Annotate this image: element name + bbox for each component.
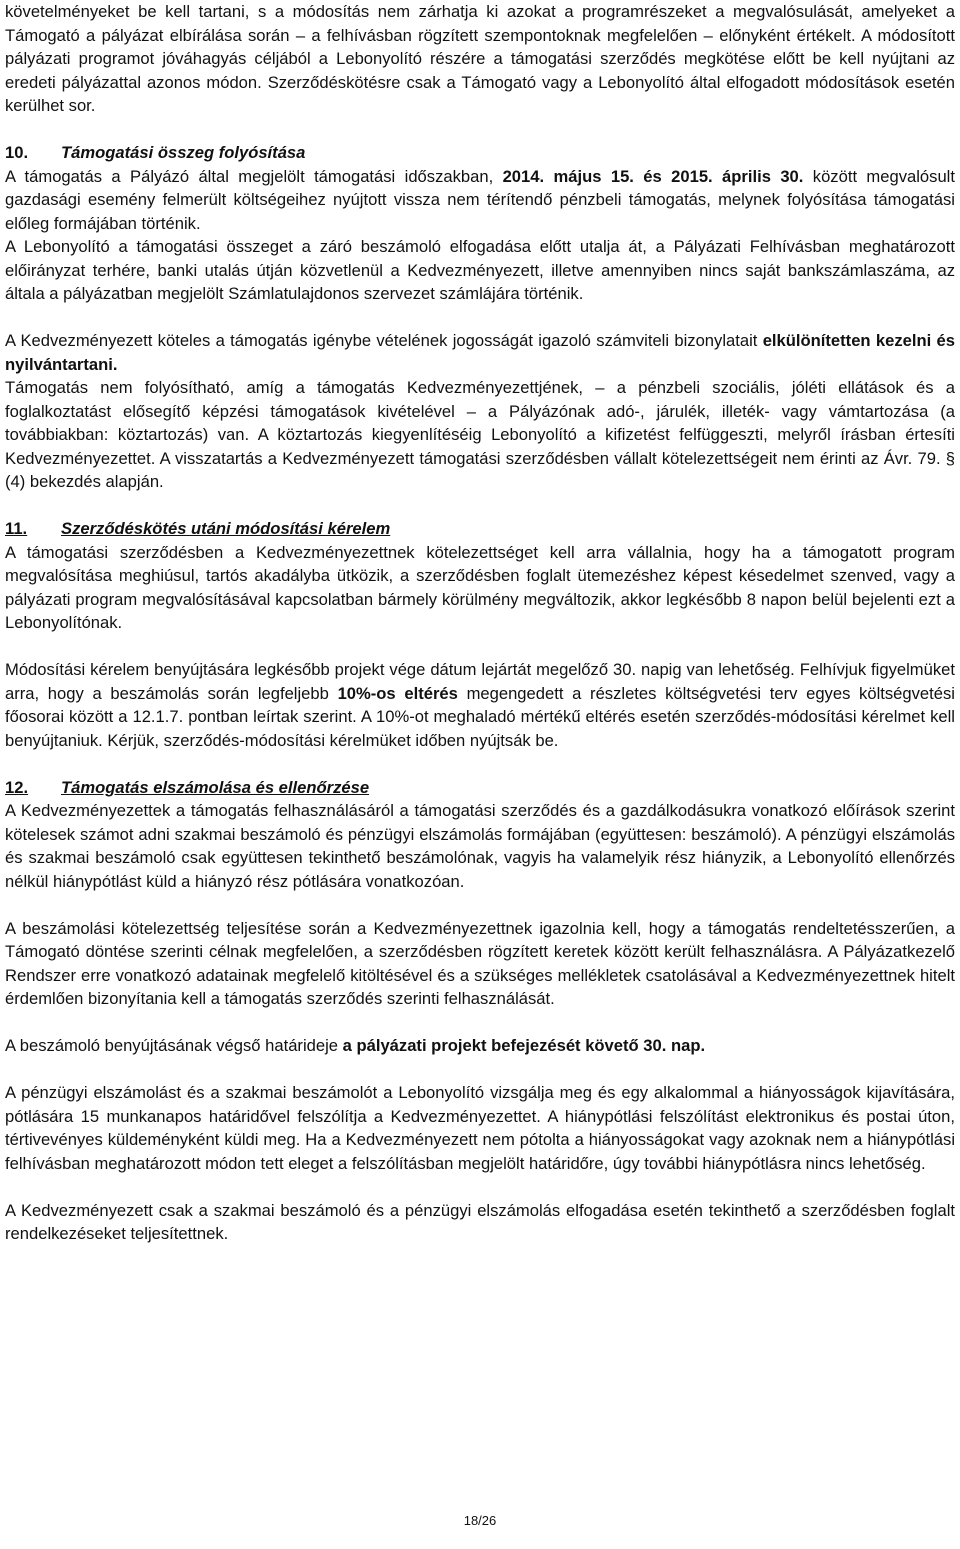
section-11-title: Szerződéskötés utáni módosítási kérelem: [61, 519, 391, 538]
section-12-heading: [5, 776, 955, 800]
support-period: 2014. május 15. és 2015. április 30.: [502, 166, 804, 186]
section-11-paragraph-2: [5, 658, 955, 752]
text-run: A Kedvezményezett köteles a támogatás igénybe vételének jogosságát igazoló számviteli bizonylatait: [5, 331, 763, 350]
document-page: [5, 0, 955, 1246]
section-11-number: 11.: [5, 519, 28, 538]
section-10-paragraph-2: A Lebonyolító a támogatási összeget a záró beszámoló elfogadása előtt utalja át, a Pályázati Felhívásban meghatározott előirányzat terhére, banki utalás útján közvetlenül a Kedvezményezett, illetve amennyiben nincs saját bankszámlaszáma, az általa a pályázatban megjelölt Számlatulajdonos szervezet számlájára történik.: [5, 237, 955, 303]
section-10-paragraph-3: [5, 329, 955, 376]
section-10-heading: [5, 141, 955, 165]
section-10-paragraph-4: Támogatás nem folyósítható, amíg a támogatás Kedvezményezettjének, – a pénzbeli szociális, jóléti ellátások és a foglalkoztatást elősegítő képzési támogatások kivételével – a Pályázónak adó-, járulék, illeték- vagy vámtartozása (a továbbiakban: köztartozás) van. A köztartozás kiegyenlítéséig Lebonyolító a kifizetést felfüggeszti, melyről írásban értesíti Kedvezményezettet. A visszatartás a Kedvezményezett támogatási szerződésben vállalt kötelezettségeit nem érinti az Ávr. 79. § (4) bekezdés alapján.: [5, 378, 955, 491]
section-12-paragraph-4: A pénzügyi elszámolást és a szakmai beszámolót a Lebonyolító vizsgálja meg és egy alkalommal a hiányosságok kijavítására, pótlására 15 munkanapos határidővel felszólítja a Kedvezményezettet. A hiánypótlási felszólítást elektronikus és postai úton, tértivevényes küldeményként küldi meg. Ha a Kedvezményezett nem pótolta a hiányosságokat vagy azoknak nem a hiánypótlási felhívásban meghatározott módon tett eleget a felszólításban megjelölt határidőre, úgy további hiánypótlásra nincs lehetőség.: [5, 1083, 955, 1173]
section-11-heading: [5, 517, 955, 541]
section-10-title: Támogatási összeg folyósítása: [61, 143, 306, 162]
text-run: Módosítási kérelem benyújtására legkésőbb projekt vége dátum lejártát megelőző 30. napig van lehetőség. Felhívjuk figyelmüket arra, hogy a beszámolás során legfeljebb: [5, 660, 955, 703]
text-run: A támogatás a Pályázó által megjelölt támogatási időszakban,: [5, 166, 503, 186]
bold-deviation-limit: 10%-os eltérés: [337, 683, 458, 703]
intro-paragraph: követelményeket be kell tartani, s a módosítás nem zárhatja ki azokat a programrészeket a megvalósulását, amelyeket a Támogató a pályázat elbírálása során – a felhívásban rögzített szempontoknak megfelelően – előnyként értékelt. A módosított pályázati programot jóváhagyás céljából a Lebonyolító részére a támogatási szerződés megkötése előtt be kell nyújtani az eredeti pályázattal azonos módon. Szerződéskötésre csak a Támogató vagy a Lebonyolító által elfogadott módosítások esetén kerülhet sor.: [5, 2, 955, 115]
section-12-paragraph-5: A Kedvezményezett csak a szakmai beszámoló és a pénzügyi elszámolás elfogadása esetén tekinthető a szerződésben foglalt rendelkezéseket teljesítettnek.: [5, 1200, 955, 1243]
bold-requirement: elkülönítetten kezelni és nyilvántartani.: [5, 331, 956, 374]
page-number: 18/26: [463, 1513, 497, 1528]
section-12-title: Támogatás elszámolása és ellenőrzése: [61, 777, 370, 797]
section-12-paragraph-2: A beszámolási kötelezettség teljesítése során a Kedvezményezettnek igazolnia kell, hogy a támogatás rendeltetésszerűen, a Támogató döntése szerinti célnak megfelelően, a szerződésben rögzített keretek között került felhasználásra. A Pályázatkezelő Rendszer erre vonatkozó adatainak megfelelő kitöltésével és a szükséges mellékletek csatolásával a Kedvezményezettnek hitelt érdemlően bizonyítania kell a támogatás szerződés szerinti felhasználását.: [5, 918, 955, 1008]
section-10-number: 10.: [5, 143, 29, 162]
bold-deadline: a pályázati projekt befejezését követő 30. nap.: [342, 1036, 706, 1055]
text-run: megengedett a részletes költségvetési terv egyes költségvetési főosorai között a 12.1.7. pontban leírtak szerint. A 10%-ot meghaladó mértékű eltérés esetén szerződés-módosítási kérelmet kell benyújtaniuk. Kérjük, szerződés-módosítási kérelmüket időben nyújtsák be.: [5, 683, 955, 750]
section-11-paragraph-1: A támogatási szerződésben a Kedvezményezettnek kötelezettséget kell arra vállalnia, hogy ha a támogatott program megvalósítása meghiúsul, tartós akadályba ütközik, a szerződésben foglalt ütemezéshez képest késedelmet szenved, vagy a pályázati program megvalósításával kapcsolatban bármely körülmény megváltozik, akkor legkésőbb 8 napon belül bejelenti ezt a Lebonyolítónak.: [5, 542, 955, 632]
text-run: között megvalósult gazdasági esemény felmerült költségeihez nyújtott vissza nem térítendő pénzbeli támogatás, melynek folyósítása támogatási előleg formájában történik.: [5, 166, 955, 233]
section-12-paragraph-1: A Kedvezményezettek a támogatás felhasználásáról a támogatási szerződés és a gazdálkodásukra vonatkozó előírások szerint kötelesek számot adni szakmai beszámoló és pénzügyi elszámolás formájában (együttesen: beszámoló). A pénzügyi elszámolás és szakmai beszámoló csak együttesen tekinthető beszámolónak, vagyis ha valamelyik rész hiányzik, a Lebonyolító ellenőrzés nélkül hiánypótlást küld a hiányzó rész pótlására vonatkozóan.: [5, 801, 955, 891]
text-run: A beszámoló benyújtásának végső határideje: [5, 1036, 343, 1055]
section-10-paragraph-1: [5, 165, 955, 236]
section-12-paragraph-3: [5, 1034, 955, 1058]
section-12-number: 12.: [5, 777, 29, 797]
